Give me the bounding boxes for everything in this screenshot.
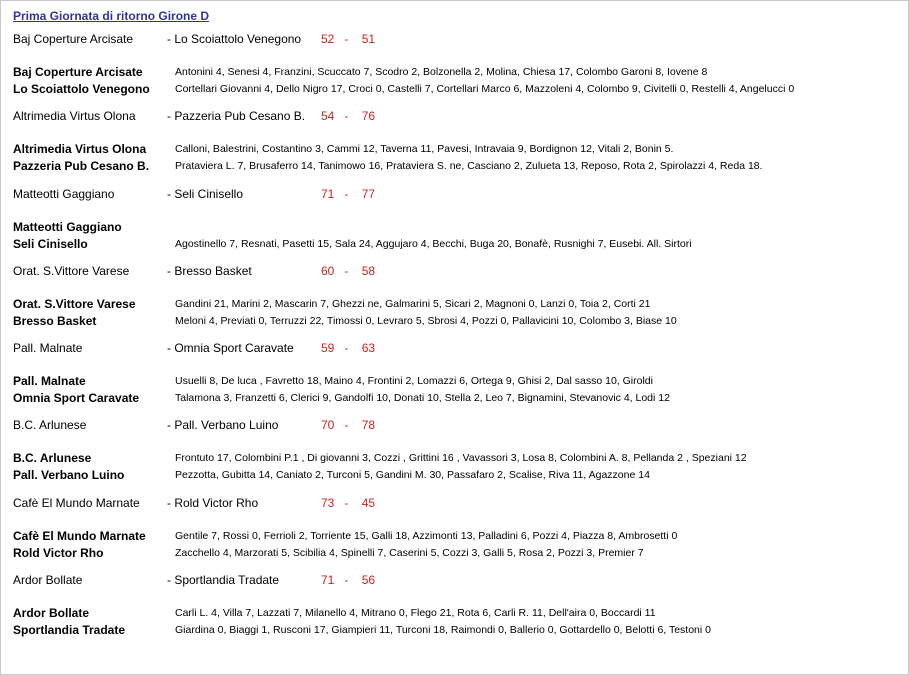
away-roster-players: Giardina 0, Biaggi 1, Rusconi 17, Giampieri 11, Turconi 18, Raimondi 0, Ballerio 0, Gottardello 0, Belotti 6, Testoni 0 (175, 624, 711, 636)
home-roster-players: Usuelli 8, De luca , Favretto 18, Maino 4, Frontini 2, Lomazzi 6, Ortega 9, Ghisi 2, Dal sasso 10, Giroldi (175, 375, 653, 387)
home-score: 71 (321, 187, 335, 201)
score-separator: - (344, 496, 349, 510)
home-roster-team: Cafè El Mundo Marnate (13, 529, 146, 543)
match-block (13, 341, 893, 418)
away-roster-players: Zacchello 4, Marzorati 5, Scibilia 4, Spinelli 7, Caserini 5, Cozzi 3, Galli 5, Rosa 2, Pozzi 3, Premier 7 (175, 547, 644, 559)
away-roster-team: Lo Scoiattolo Venegono (13, 82, 150, 96)
home-roster-players: Calloni, Balestrini, Costantino 3, Cammi 12, Taverna 11, Pavesi, Intravaia 9, Bordignon 12, Vitali 2, Bonin 5. (175, 143, 674, 155)
home-score: 70 (321, 418, 335, 432)
match-score (321, 341, 375, 355)
score-separator: - (344, 187, 349, 201)
home-team-name: Altrimedia Virtus Olona (13, 109, 136, 123)
match-block (13, 264, 893, 341)
match-score (321, 109, 375, 123)
home-roster-team: Ardor Bollate (13, 606, 90, 620)
home-score: 60 (321, 264, 335, 278)
match-block (13, 496, 893, 573)
home-team-name: Baj Coperture Arcisate (13, 32, 134, 46)
away-roster-team: Bresso Basket (13, 314, 97, 328)
away-roster-team: Pazzeria Pub Cesano B. (13, 159, 150, 173)
score-separator: - (344, 341, 349, 355)
home-roster-team: Altrimedia Virtus Olona (13, 142, 147, 156)
match-block (13, 109, 893, 186)
match-score (321, 264, 375, 278)
score-separator: - (344, 264, 349, 278)
away-roster-players: Pezzotta, Gubitta 14, Caniato 2, Turconi 5, Gandini M. 30, Passafaro 2, Scalise, Riva 11, Agazzone 14 (175, 469, 650, 481)
away-score: 77 (361, 187, 376, 201)
home-roster-players: Antonini 4, Senesi 4, Franzini, Scuccato 7, Scodro 2, Bolzonella 2, Molina, Chiesa 17, Colombo Garoni 8, Iovene 8 (175, 66, 708, 78)
home-score: 59 (321, 341, 335, 355)
home-score: 52 (321, 32, 335, 46)
score-separator: - (344, 109, 349, 123)
home-roster-team: Matteotti Gaggiano (13, 220, 122, 234)
home-roster-players: Frontuto 17, Colombini P.1 , Di giovanni 3, Cozzi , Grittini 16 , Vavassori 3, Losa 8, Colombini A. 8, Pellanda 2 , Speziani 12 (175, 452, 747, 464)
away-score: 56 (361, 573, 376, 587)
home-roster-team: Baj Coperture Arcisate (13, 65, 143, 79)
away-team-name: - Pall. Verbano Luino (167, 418, 279, 432)
away-roster-players: Cortellari Giovanni 4, Dello Nigro 17, Croci 0, Castelli 7, Cortellari Marco 6, Mazzoleni 4, Colombo 9, Civitelli 0, Restelli 4, Angelucci 0 (175, 83, 795, 95)
away-roster-team: Pall. Verbano Luino (13, 468, 125, 482)
away-score: 45 (361, 496, 376, 510)
match-block (13, 187, 893, 264)
away-roster-players: Meloni 4, Previati 0, Terruzzi 22, Timossi 0, Levraro 5, Sbrosi 4, Pozzi 0, Pallavicini 10, Colombo 3, Biase 10 (175, 315, 677, 327)
score-separator: - (344, 32, 349, 46)
page-title[interactable]: Prima Giornata di ritorno Girone D (13, 9, 210, 23)
away-roster-players: Agostinello 7, Resnati, Pasetti 15, Sala 24, Aggujaro 4, Becchi, Buga 20, Bonafè, Rusnighi 7, Eusebi. All. Sirtori (175, 238, 692, 250)
home-team-name: Pall. Malnate (13, 341, 83, 355)
away-score: 76 (361, 109, 376, 123)
away-score: 63 (361, 341, 376, 355)
home-roster-team: B.C. Arlunese (13, 451, 92, 465)
home-score: 73 (321, 496, 335, 510)
away-roster-players: Talamona 3, Franzetti 6, Clerici 9, Gandolfi 10, Donati 10, Stella 2, Leo 7, Bignamini, Stevanovic 4, Lodi 12 (175, 392, 670, 404)
away-roster-team: Sportlandia Tradate (13, 623, 126, 637)
score-separator: - (344, 418, 349, 432)
score-separator: - (344, 573, 349, 587)
home-roster-team: Orat. S.Vittore Varese (13, 297, 136, 311)
home-roster-players: Gandini 21, Marini 2, Mascarin 7, Ghezzi ne, Galmarini 5, Sicari 2, Magnoni 0, Lanzi 0, Toia 2, Corti 21 (175, 298, 651, 310)
match-block (13, 418, 893, 495)
away-team-name: - Omnia Sport Caravate (167, 341, 294, 355)
away-roster-players: Prataviera L. 7, Brusaferro 14, Tanimowo 16, Prataviera S. ne, Casciano 2, Zulueta 13, Reposo, Rota 2, Spirolazzi 4, Reda 18. (175, 160, 763, 172)
away-roster-team: Seli Cinisello (13, 237, 88, 251)
away-score: 51 (361, 32, 376, 46)
home-score: 54 (321, 109, 335, 123)
away-team-name: - Lo Scoiattolo Venegono (167, 32, 302, 46)
match-score (321, 573, 375, 587)
away-score: 58 (361, 264, 376, 278)
away-team-name: - Pazzeria Pub Cesano B. (167, 109, 306, 123)
match-score (321, 32, 375, 46)
away-score: 78 (361, 418, 376, 432)
away-roster-team: Rold Victor Rho (13, 546, 104, 560)
home-team-name: Orat. S.Vittore Varese (13, 264, 130, 278)
home-roster-players: Gentile 7, Rossi 0, Ferrioli 2, Torriente 15, Galli 18, Azzimonti 13, Palladini 6, Pozzi 4, Piazza 8, Ambrosetti 0 (175, 530, 678, 542)
match-score (321, 187, 375, 201)
away-team-name: - Sportlandia Tradate (167, 573, 280, 587)
home-roster-players: Carli L. 4, Villa 7, Lazzati 7, Milanello 4, Mitrano 0, Flego 21, Rota 6, Carli R. 11, Dell'aira 0, Boccardi 11 (175, 607, 656, 619)
match-score (321, 418, 375, 432)
home-team-name: B.C. Arlunese (13, 418, 87, 432)
home-score: 71 (321, 573, 335, 587)
home-team-name: Matteotti Gaggiano (13, 187, 115, 201)
home-team-name: Ardor Bollate (13, 573, 83, 587)
match-block (13, 573, 893, 650)
home-team-name: Cafè El Mundo Marnate (13, 496, 140, 510)
match-score (321, 496, 375, 510)
away-team-name: - Seli Cinisello (167, 187, 244, 201)
home-roster-team: Pall. Malnate (13, 374, 86, 388)
match-block (13, 32, 893, 109)
away-team-name: - Rold Victor Rho (167, 496, 259, 510)
away-team-name: - Bresso Basket (167, 264, 252, 278)
away-roster-team: Omnia Sport Caravate (13, 391, 140, 405)
